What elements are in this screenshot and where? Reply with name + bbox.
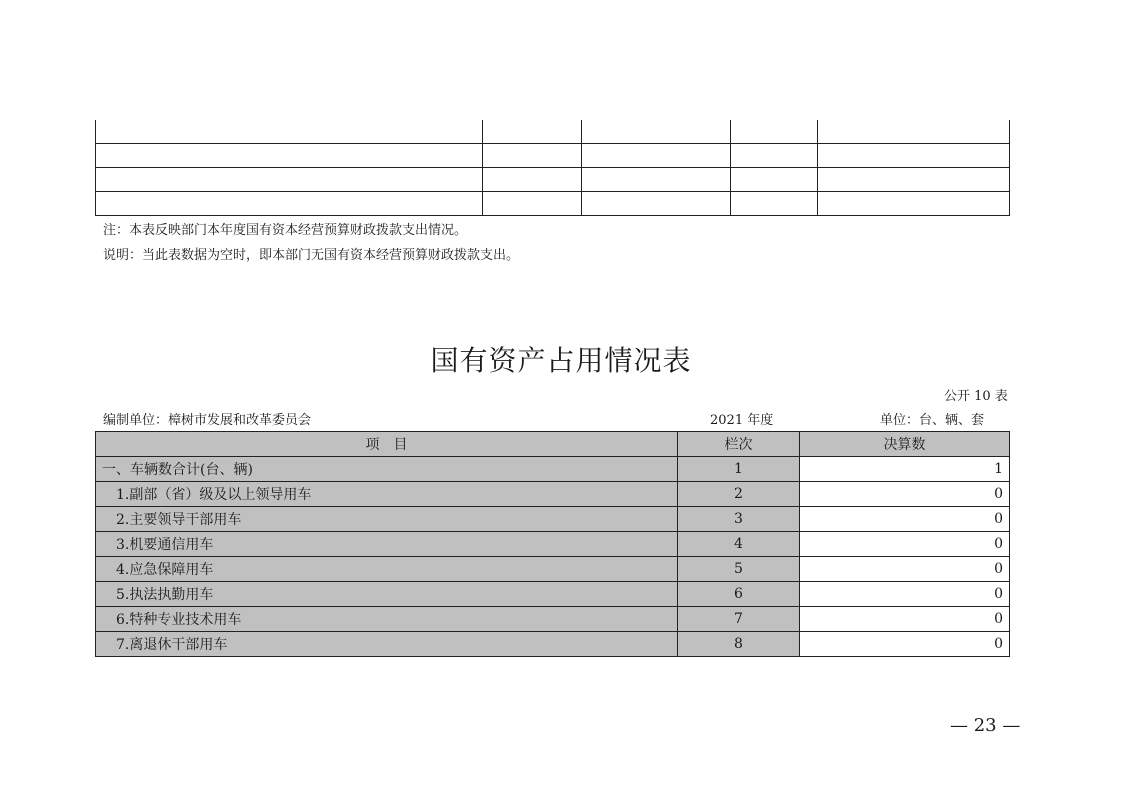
- row-value: 0: [800, 532, 1010, 557]
- row-item: 3.机要通信用车: [96, 532, 678, 557]
- column-header-seq: 栏次: [678, 432, 800, 457]
- asset-occupancy-table: [95, 431, 1010, 657]
- page-number: — 23 —: [950, 715, 1021, 736]
- row-value: 0: [800, 507, 1010, 532]
- row-item: 一、车辆数合计(台、辆): [96, 457, 678, 482]
- table-row: [96, 632, 1010, 657]
- empty-table-row: [96, 120, 1010, 144]
- empty-table-row: [96, 192, 1010, 216]
- compiling-unit: 编制单位：樟树市发展和改革委员会: [103, 413, 312, 428]
- row-seq: 3: [678, 507, 800, 532]
- table-row: [96, 507, 1010, 532]
- empty-table-row: [96, 144, 1010, 168]
- column-header-value: 决算数: [800, 432, 1010, 457]
- row-value: 0: [800, 607, 1010, 632]
- row-seq: 6: [678, 582, 800, 607]
- row-seq: 8: [678, 632, 800, 657]
- row-value: 0: [800, 557, 1010, 582]
- fiscal-year: 2021 年度: [710, 413, 774, 428]
- table-row: [96, 582, 1010, 607]
- table-note: 注：本表反映部门本年度国有资本经营预算财政拨款支出情况。: [103, 223, 468, 238]
- row-seq: 1: [678, 457, 800, 482]
- row-item: 4.应急保障用车: [96, 557, 678, 582]
- row-seq: 2: [678, 482, 800, 507]
- row-item: 1.副部（省）级及以上领导用车: [96, 482, 678, 507]
- table-header-row: [96, 432, 1010, 457]
- table-row: [96, 557, 1010, 582]
- table-row: [96, 607, 1010, 632]
- row-seq: 7: [678, 607, 800, 632]
- row-value: 0: [800, 482, 1010, 507]
- table-row: [96, 457, 1010, 482]
- row-item: 6.特种专业技术用车: [96, 607, 678, 632]
- page-title: 国有资产占用情况表: [430, 344, 692, 377]
- row-item: 7.离退休干部用车: [96, 632, 678, 657]
- empty-table-row: [96, 168, 1010, 192]
- previous-table-tail: [95, 120, 1010, 216]
- row-value: 0: [800, 632, 1010, 657]
- table-code: 公开 10 表: [944, 389, 1008, 404]
- table-explanation: 说明：当此表数据为空时，即本部门无国有资本经营预算财政拨款支出。: [103, 248, 520, 263]
- row-value: 1: [800, 457, 1010, 482]
- row-item: 5.执法执勤用车: [96, 582, 678, 607]
- row-seq: 4: [678, 532, 800, 557]
- row-value: 0: [800, 582, 1010, 607]
- row-item: 2.主要领导干部用车: [96, 507, 678, 532]
- row-seq: 5: [678, 557, 800, 582]
- measurement-unit: 单位：台、辆、套: [880, 413, 985, 428]
- column-header-item: 项 目: [96, 432, 678, 457]
- table-row: [96, 482, 1010, 507]
- table-row: [96, 532, 1010, 557]
